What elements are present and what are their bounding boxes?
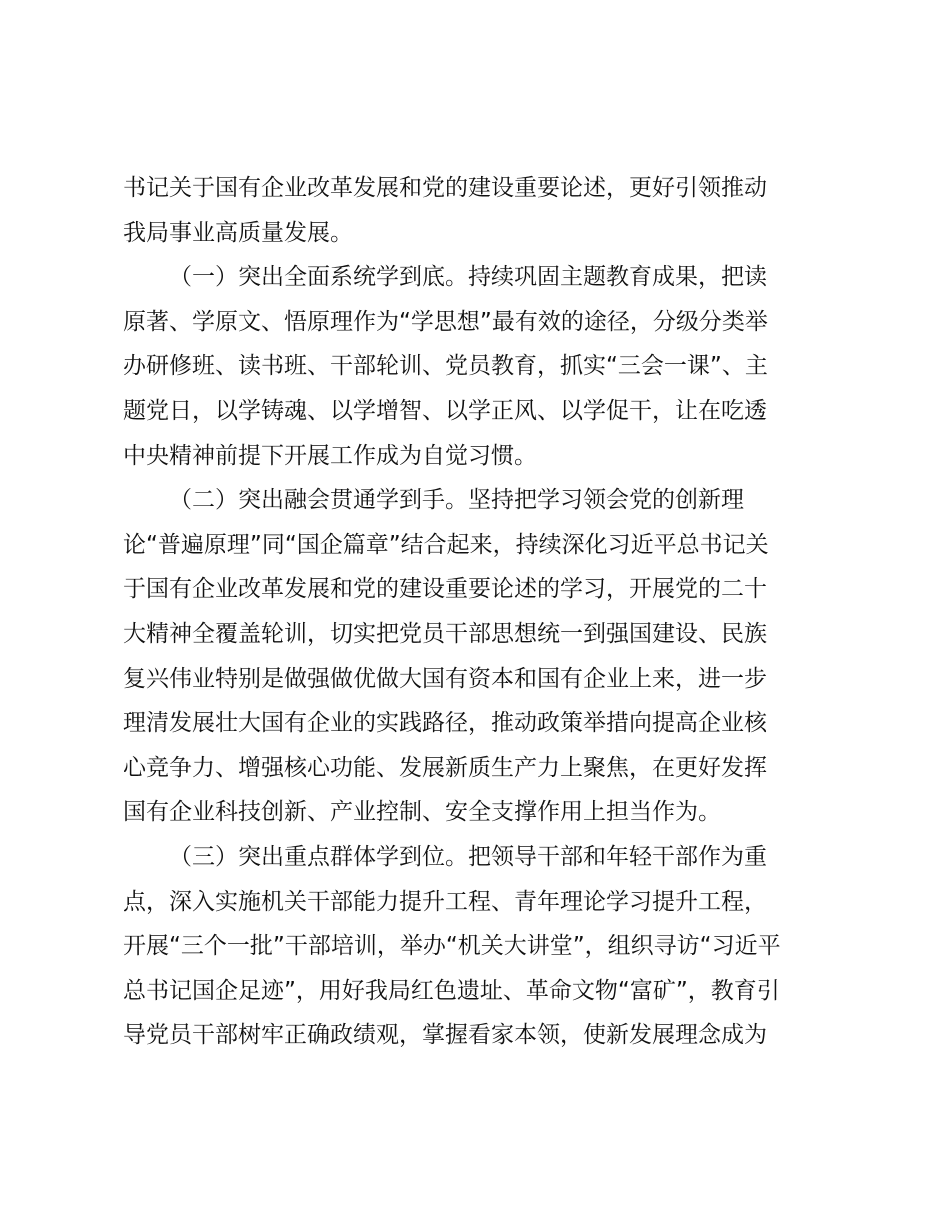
text-line: 书记关于国有企业改革发展和党的建设重要论述，更好引领推动 (123, 175, 767, 201)
text-line: 总书记国企足迹”，用好我局红色遗址、革命文物“富矿”，教育引 (123, 977, 780, 1004)
text-line: 复兴伟业特别是做强做优做大国有资本和国有企业上来，进一步 (123, 665, 767, 692)
text-line: 题党日，以学铸魂、以学增智、以学正风、以学促干，让在吃透 (123, 397, 767, 424)
paragraph-heading-line: （一）突出全面系统学到底。持续巩固主题教育成果，把读 (169, 264, 767, 291)
paragraph-heading-line: （三）突出重点群体学到位。把领导干部和年轻干部作为重 (169, 843, 767, 870)
text-line: 国有企业科技创新、产业控制、安全支撑作用上担当作为。 (123, 799, 721, 826)
text-line: 我局事业高质量发展。 (123, 219, 353, 246)
text-line: 开展“三个一批”干部培训，举办“机关大讲堂”，组织寻访“习近平 (123, 933, 781, 960)
text-line: 心竞争力、增强核心功能、发展新质生产力上聚焦，在更好发挥 (123, 754, 767, 781)
text-line: 原著、学原文、悟原理作为“学思想”最有效的途径，分级分类举 (123, 308, 768, 335)
body-text (123, 166, 843, 1058)
text-line: 理清发展壮大国有企业的实践路径，推动政策举措向提高企业核 (123, 710, 767, 737)
text-line: 论“普遍原理”同“国企篇章”结合起来，持续深化习近平总书记关 (123, 531, 769, 558)
text-line: 于国有企业改革发展和党的建设重要论述的学习，开展党的二十 (123, 576, 767, 603)
text-line: 点，深入实施机关干部能力提升工程、青年理论学习提升工程， (123, 888, 767, 915)
text-line: 大精神全覆盖轮训，切实把党员干部思想统一到强国建设、民族 (123, 620, 767, 647)
paragraph-heading-line: （二）突出融会贯通学到手。坚持把学习领会党的创新理 (169, 487, 744, 514)
text-line: 办研修班、读书班、干部轮训、党员教育，抓实“三会一课”、主 (123, 353, 768, 380)
text-line: 中央精神前提下开展工作成为自觉习惯。 (123, 442, 537, 469)
text-line: 导党员干部树牢正确政绩观，掌握看家本领，使新发展理念成为 (123, 1022, 767, 1049)
